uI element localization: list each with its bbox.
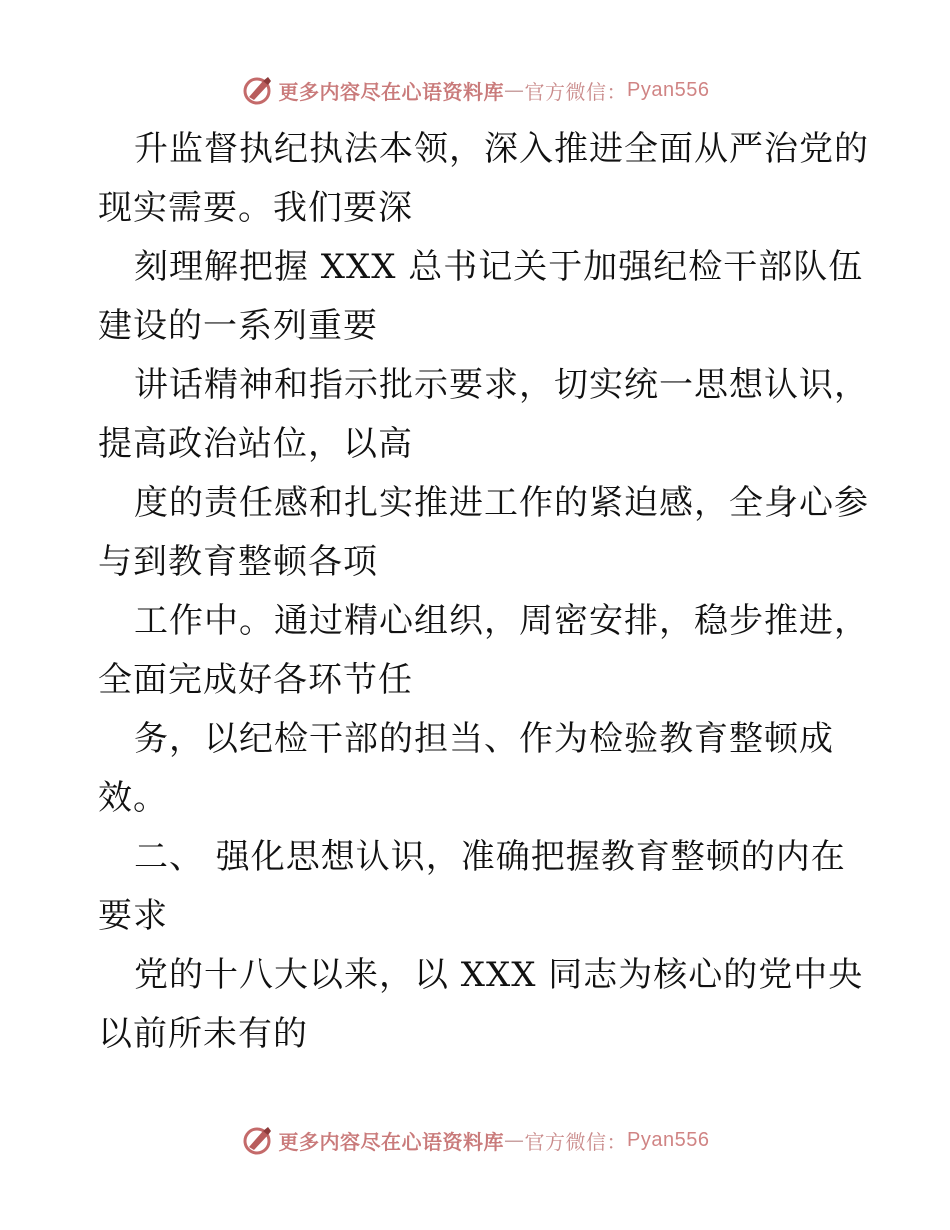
text-line: 度的责任感和扎实推进工作的紧迫感，全身心参 — [134, 483, 869, 523]
watermark-main-text: 更多内容尽在心语资料库 — [278, 79, 505, 104]
pen-logo-icon — [241, 73, 275, 107]
footer-watermark — [0, 1120, 950, 1160]
watermark-id: Pyan556 — [627, 1128, 710, 1151]
text-line: 以前所未有的 — [98, 1014, 308, 1054]
text-line: 务，以纪检干部的担当、作为检验教育整顿成 — [134, 719, 834, 759]
watermark-id: Pyan556 — [627, 78, 710, 101]
text-line: 全面完成好各环节任 — [98, 660, 413, 700]
section-heading: 二、 强化思想认识，准确把握教育整顿的内在 — [134, 837, 846, 877]
pen-logo-icon — [241, 1123, 275, 1157]
text-line: 与到教育整顿各项 — [98, 542, 378, 582]
text-line: 现实需要。我们要深 — [98, 188, 413, 228]
text-line: 效。 — [98, 778, 168, 818]
text-line: 讲话精神和指示批示要求，切实统一思想认识， — [134, 365, 869, 405]
text-line: 党的十八大以来，以 XXX 同志为核心的党中央 — [134, 955, 864, 995]
document-body — [98, 120, 869, 1064]
watermark-sub-text: 官方微信： — [524, 79, 628, 104]
text-line: 建设的一系列重要 — [98, 306, 378, 346]
watermark-separator: — — [504, 1128, 525, 1152]
watermark-separator: — — [504, 78, 525, 102]
watermark-main-text: 更多内容尽在心语资料库 — [278, 1129, 505, 1154]
text-line: 提高政治站位，以高 — [98, 424, 413, 464]
text-line: 工作中。通过精心组织，周密安排，稳步推进， — [134, 601, 869, 641]
header-watermark — [0, 70, 950, 110]
text-line: 升监督执纪执法本领，深入推进全面从严治党的 — [134, 129, 869, 169]
section-heading-continued: 要求 — [98, 896, 168, 936]
text-line: 刻理解把握 XXX 总书记关于加强纪检干部队伍 — [134, 247, 864, 287]
watermark-sub-text: 官方微信： — [524, 1129, 628, 1154]
